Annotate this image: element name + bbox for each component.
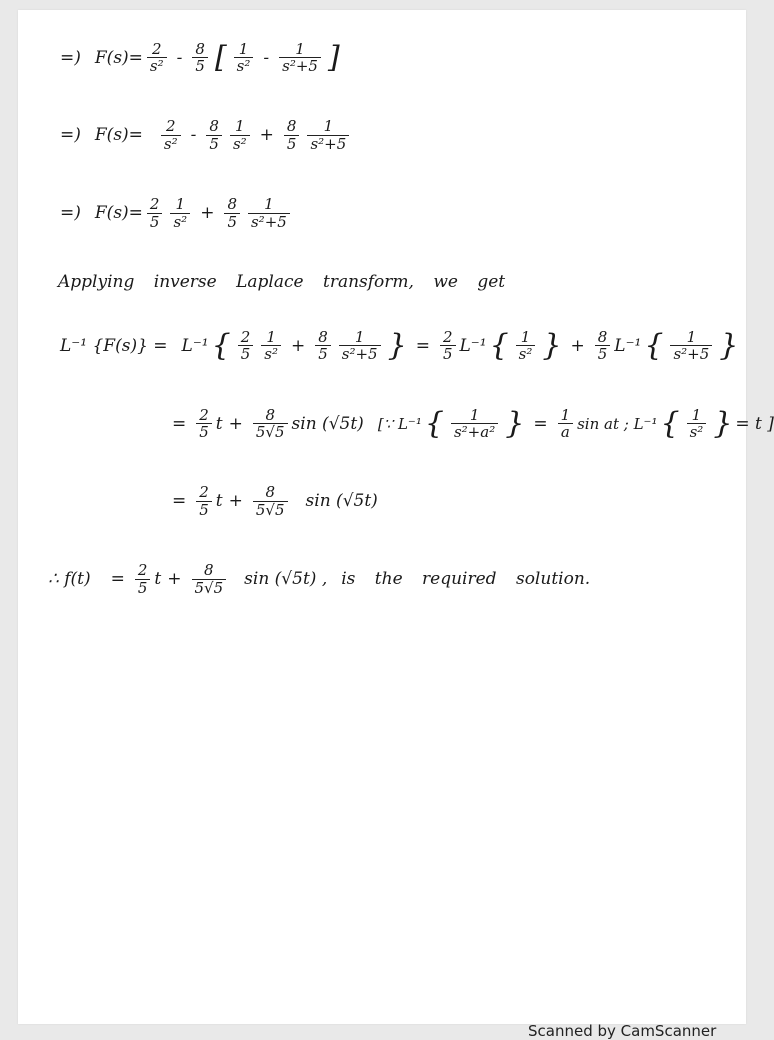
fraction: $\frac{1}{\text{s²}}$: [261, 329, 281, 363]
fraction: $\frac{1}{\text{s²+5}}$: [339, 329, 381, 363]
equation-line-6: = $\frac{2}{5}$ t + $\frac{8}{5√5}$ sin (√5t) [∵ L⁻¹ { $\frac{1}{\text{s²+a²}}$ } = $\frac{1}{a}$ sin at ; L⁻¹ { $\frac{1}{\text{s²}}$ } = t ]: [172, 405, 774, 441]
fraction: $\frac{8}{5}$: [284, 118, 300, 152]
operator: +: [570, 335, 585, 356]
operator: +: [200, 203, 215, 223]
bracket-open: [: [214, 40, 227, 75]
fraction: $\frac{8}{5√5}$: [253, 407, 288, 441]
equation-line-7: [166, 484, 378, 518]
inverse-laplace: L⁻¹: [181, 335, 209, 356]
fraction: $\frac{8}{5}$: [224, 196, 240, 230]
lhs-text: F(s)=: [94, 203, 143, 223]
operator: -: [176, 47, 183, 68]
fraction: $\frac{1}{\text{s²}}$: [516, 329, 536, 363]
operator: +: [259, 125, 274, 145]
equals-t: = t ]: [735, 413, 774, 434]
fraction: $\frac{1}{\text{s²+5}}$: [279, 41, 321, 75]
fraction: $\frac{1}{\text{s²+5}}$: [307, 118, 349, 152]
implies-arrow: =): [60, 47, 81, 68]
equation-line-2: [60, 118, 353, 152]
fraction: $\frac{1}{\text{s²+5}}$: [670, 329, 712, 363]
fraction: $\frac{1}{\text{s²+a²}}$: [451, 407, 498, 441]
operator: +: [167, 569, 182, 589]
fraction: $\frac{2}{5}$: [238, 329, 254, 363]
operator: +: [228, 491, 243, 511]
because-note: [∵ L⁻¹: [377, 414, 422, 433]
operator: -: [190, 125, 197, 145]
implies-arrow: =): [60, 203, 81, 223]
fraction: $\frac{1}{a}$: [558, 407, 574, 441]
equation-line-5: L⁻¹ {F(s)} = L⁻¹ { $\frac{2}{5}$ $\frac{1}{\text{s²}}$ + $\frac{8}{5}$ $\frac{1}{\text{s²+5}}$ } = $\frac{2}{5}$ L⁻¹ { $\frac{1}{\text{s²}}$ } + $\frac{8}{5}$ L⁻¹ { $\frac{1}{\text{s²+5}}$ }: [60, 327, 739, 363]
operator: =: [172, 413, 187, 434]
scanned-page: [18, 10, 774, 1040]
sine-term: sin (√5t) ,: [244, 569, 328, 589]
prose-line: [58, 272, 505, 292]
therefore-ft: ∴ f(t): [48, 569, 91, 589]
operator: =: [110, 569, 125, 589]
variable-t: t: [215, 413, 223, 434]
fraction: $\frac{2}{\text{s²}}$: [161, 118, 181, 152]
solution-line: [48, 562, 590, 596]
fraction: $\frac{8}{5}$: [315, 329, 331, 363]
implies-arrow: =): [60, 125, 81, 145]
operator: +: [228, 413, 243, 434]
fraction: $\frac{8}{5}$: [595, 329, 611, 363]
inverse-laplace: L⁻¹: [459, 335, 487, 356]
operator: -: [263, 47, 270, 68]
applying-text: Applying inverse Laplace transform, we get: [58, 272, 506, 292]
lhs-text: F(s)=: [94, 125, 143, 145]
fraction: $\frac{1}{\text{s²}}$: [230, 118, 250, 152]
fraction: $\frac{2}{5}$: [135, 562, 151, 596]
fraction: $\frac{2}{5}$: [147, 196, 163, 230]
fraction: $\frac{1}{\text{s²}}$: [687, 407, 707, 441]
inverse-laplace: L⁻¹: [614, 335, 642, 356]
fraction: $\frac{8}{5}$: [206, 118, 222, 152]
fraction: $\frac{8}{5}$: [192, 41, 208, 75]
equation-line-1: [60, 40, 343, 75]
scanner-watermark: Scanned by CamScanner: [528, 1022, 717, 1040]
equation-line-3: [60, 196, 294, 230]
lhs-text: F(s)=: [94, 47, 143, 68]
sine-term: sin (√5t): [305, 491, 378, 511]
fraction: $\frac{8}{5√5}$: [192, 562, 227, 596]
sine-term: sin (√5t): [291, 413, 364, 434]
operator: +: [290, 335, 306, 356]
fraction: $\frac{2}{5}$: [196, 484, 212, 518]
operator: =: [172, 491, 187, 511]
sinat-term: sin at ; L⁻¹: [577, 414, 658, 433]
lhs-text: L⁻¹ {F(s)} =: [60, 335, 168, 356]
fraction: $\frac{2}{5}$: [196, 407, 212, 441]
fraction: $\frac{1}{\text{s²}}$: [170, 196, 190, 230]
solution-text: is the required solution.: [341, 569, 591, 589]
bracket-close: ]: [327, 40, 340, 75]
fraction: $\frac{1}{\text{s²}}$: [234, 41, 254, 75]
fraction: $\frac{2}{\text{s²}}$: [147, 41, 167, 75]
variable-t: t: [154, 569, 162, 589]
variable-t: t: [215, 491, 223, 511]
operator: =: [415, 335, 430, 356]
fraction: $\frac{8}{5√5}$: [253, 484, 288, 518]
fraction: $\frac{2}{5}$: [440, 329, 456, 363]
fraction: $\frac{1}{\text{s²+5}}$: [248, 196, 290, 230]
operator: =: [533, 413, 548, 434]
